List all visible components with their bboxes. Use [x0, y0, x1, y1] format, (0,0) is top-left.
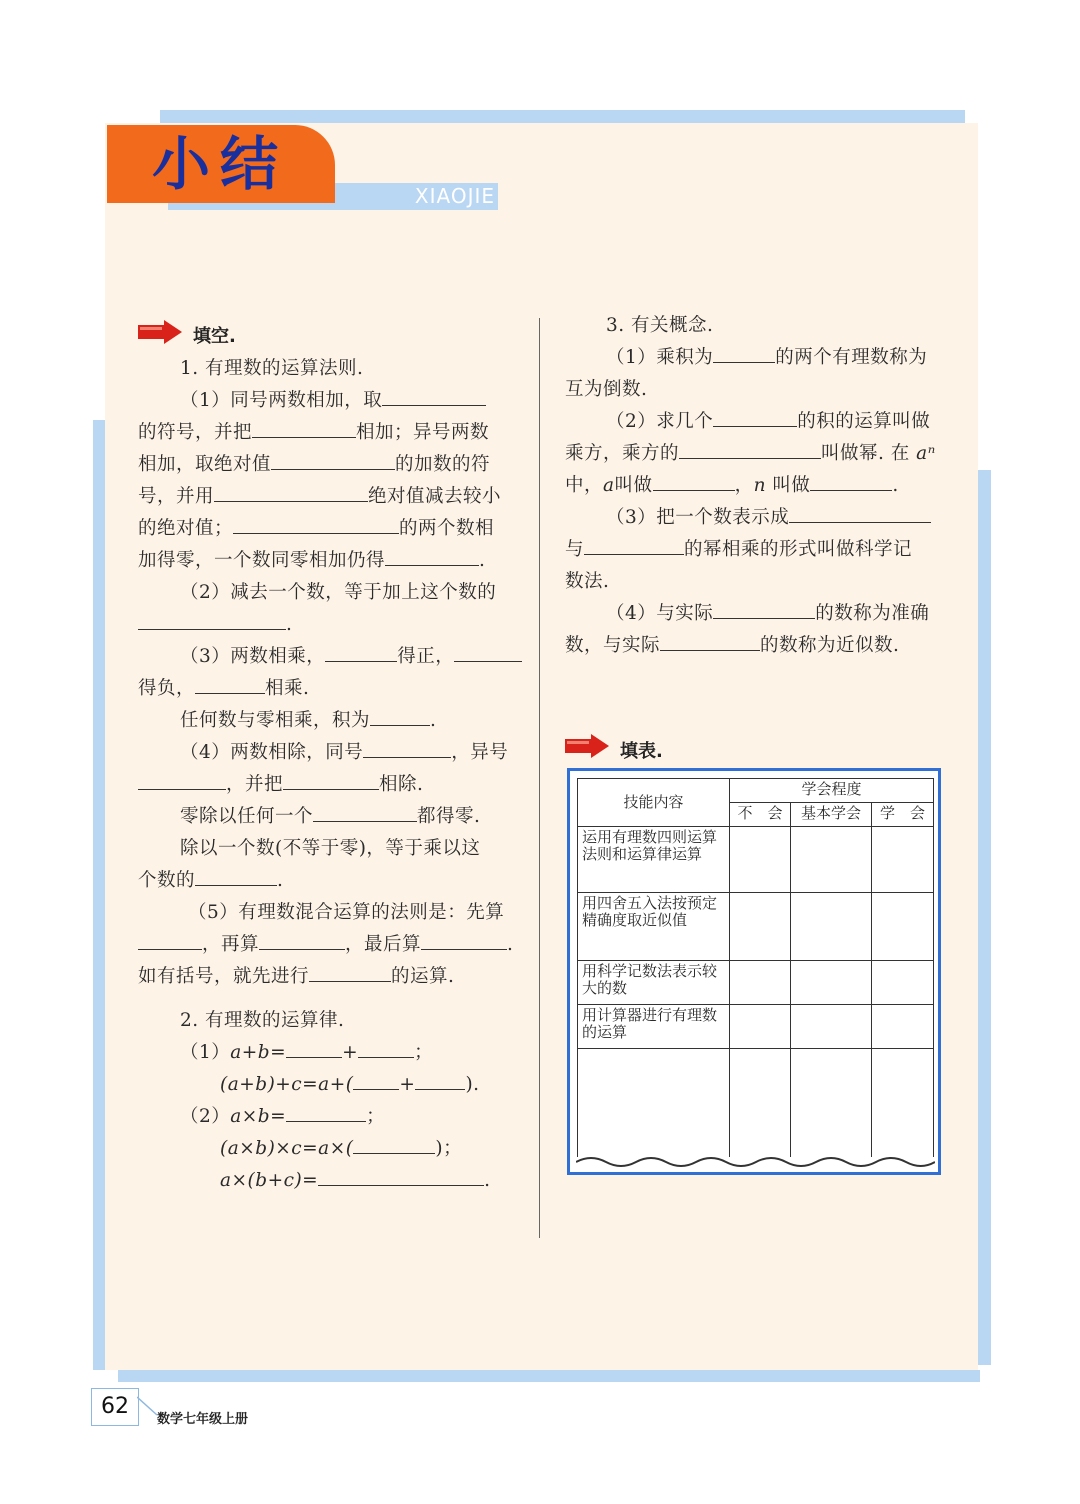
concepts-title: 3. 有关概念.	[606, 315, 714, 336]
column-divider	[539, 318, 540, 1238]
checkbox-cell[interactable]	[872, 1005, 934, 1049]
concept-3-line3: 数法.	[565, 571, 610, 592]
rule-1-1-line5: 的绝对值； 的两个数相	[138, 518, 495, 539]
checkbox-cell[interactable]	[872, 961, 934, 1005]
rule-1-5-line: （5）有理数混合运算的法则是：先算	[188, 902, 505, 923]
arrow-marker-icon	[565, 734, 609, 758]
rule-1-4-line3: 零除以任何一个 都得零.	[180, 806, 481, 827]
table-row	[578, 961, 934, 1005]
checkbox-cell[interactable]	[730, 827, 791, 893]
checkbox-cell[interactable]	[791, 961, 872, 1005]
checkbox-cell[interactable]	[791, 1005, 872, 1049]
checkbox-cell[interactable]	[791, 827, 872, 893]
checkbox-cell[interactable]	[730, 1005, 791, 1049]
rule-1-3-line3: 任何数与零相乘，积为 .	[180, 710, 437, 731]
level-full: 学 会	[872, 803, 934, 827]
rule-1-1-line4: 号，并用 绝对值减去较小	[138, 486, 502, 507]
right-blue-band	[978, 470, 991, 1365]
row-skill-label: 用科学记数法表示较大的数	[578, 961, 730, 1005]
rule-1-1-line6: 加得零，一个数同零相加仍得 .	[138, 550, 486, 571]
law-1-line: （1）a+b= + ；	[180, 1042, 434, 1063]
level-basic: 基本学会	[791, 803, 872, 827]
concept-2-line: （2）求几个 的积的运算叫做	[606, 411, 931, 432]
bottom-blue-band	[118, 1370, 980, 1382]
rule-1-4-line: （4）两数相除，同号 ，异号	[180, 742, 509, 763]
torn-edge-wave	[576, 1150, 935, 1170]
row-skill-label: 用四舍五入法按预定精确度取近似值	[578, 893, 730, 961]
law-2-line3: a×(b+c)= .	[220, 1170, 491, 1191]
row-skill-label: 运用有理数四则运算法则和运算律运算	[578, 827, 730, 893]
rule-1-4-line4: 除以一个数(不等于零)，等于乘以这	[180, 838, 481, 859]
rule-1-1-line3: 相加，取绝对值 的加数的符	[138, 454, 491, 475]
laws-title: 2. 有理数的运算律.	[180, 1010, 345, 1031]
concept-1-line2: 互为倒数.	[565, 379, 648, 400]
rule-1-3-line: （3）两数相乘， 得正，	[180, 641, 522, 673]
table-row	[578, 827, 934, 893]
rule-1-4-line5: 个数的 .	[138, 870, 284, 891]
book-title: 数学七年级上册	[157, 1412, 249, 1427]
concept-3-line2: 与 的幂相乘的形式叫做科学记	[565, 539, 913, 560]
law-2-line: （2）a×b= ；	[180, 1106, 386, 1127]
law-1-line2: (a+b)+c=a+( + ).	[220, 1074, 480, 1095]
left-blue-band	[93, 420, 105, 1370]
rule-1-4-line2: ，并把 相除.	[138, 769, 423, 801]
table-row	[578, 1005, 934, 1049]
checkbox-cell[interactable]	[791, 893, 872, 961]
rule-1-2-line2: .	[138, 609, 292, 641]
checkbox-cell[interactable]	[872, 827, 934, 893]
section-pinyin: XIAOJIE	[414, 184, 495, 208]
law-2-line2: (a×b)×c=a×( )；	[220, 1138, 463, 1159]
level-header: 学会程度	[730, 779, 934, 803]
rule-1-2-line: （2）减去一个数，等于加上这个数的	[180, 582, 497, 603]
rule-1-5-line3: 如有括号，就先进行 的运算.	[138, 966, 455, 987]
rule-1-1-line: （1）同号两数相加，取	[180, 385, 486, 417]
skill-header: 技能内容	[578, 779, 730, 827]
checkbox-cell[interactable]	[730, 961, 791, 1005]
page-number: 62	[91, 1388, 139, 1426]
level-not: 不 会	[730, 803, 791, 827]
table-row	[578, 893, 934, 961]
concept-1-line: （1）乘积为 的两个有理数称为	[606, 347, 928, 368]
concept-3-line: （3）把一个数表示成	[606, 502, 931, 534]
fill-table-heading: 填表.	[620, 741, 663, 762]
concept-4-line: （4）与实际 的数称为准确	[606, 603, 930, 624]
rule-1-1-line2: 的符号，并把 相加；异号两数	[138, 422, 490, 443]
page-number-tail	[137, 1395, 159, 1421]
rule-1-title: 1. 有理数的运算法则.	[180, 358, 364, 379]
checkbox-cell[interactable]	[730, 893, 791, 961]
arrow-marker-icon	[138, 320, 182, 344]
table-row-empty	[578, 1049, 934, 1157]
rule-1-3-line2: 得负， 相乘.	[138, 678, 310, 699]
fill-blank-heading: 填空.	[193, 326, 236, 347]
section-title: 小结	[152, 130, 289, 198]
checkbox-cell[interactable]	[872, 893, 934, 961]
rule-1-5-line2: ，再算 ，最后算 .	[138, 929, 513, 961]
skills-table	[577, 778, 934, 1157]
concept-2-line3: 中，a叫做 ，n 叫做 .	[565, 475, 899, 496]
top-blue-band	[160, 110, 965, 123]
concept-4-line2: 数，与实际 的数称为近似数.	[565, 635, 900, 656]
row-skill-label: 用计算器进行有理数的运算	[578, 1005, 730, 1049]
concept-2-line2: 乘方，乘方的 叫做幂. 在 aⁿ	[565, 443, 936, 464]
